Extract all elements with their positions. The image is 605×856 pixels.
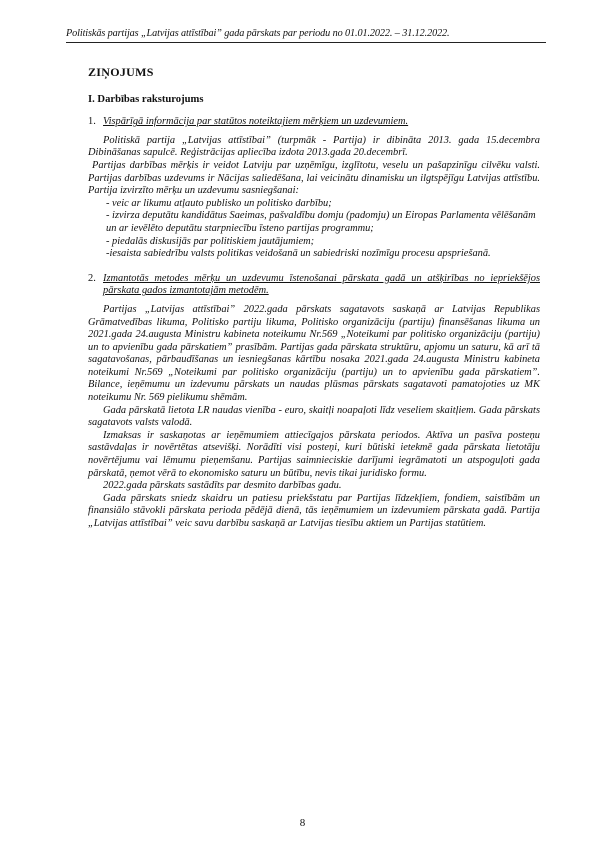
list-item: - piedalās diskusijās par politiskiem jautājumiem; [106, 235, 315, 247]
page-header: Politiskās partijas „Latvijas attīstībai” gada pārskats par periodu no 01.01.2022. – 31.12.2022. [66, 28, 546, 43]
subsection-number: 2. [88, 272, 96, 284]
report-title: ZIŅOJUMS [88, 65, 154, 79]
paragraph: Gada pārskatā lietota LR naudas vienība - euro, skaitļi noapaļoti līdz veseliem skaitļiem. Gada pārskats sagatavots valsts valodā. [88, 404, 540, 429]
page-number: 8 [299, 817, 306, 829]
subsection-number: 1. [88, 116, 96, 128]
list-item: - izvirza deputātu kandidātus Saeimas, pašvaldību domju (padomju) un Eiropas Parlamenta vēlēšanām un ar ievēlēto deputātu starpniecību īsteno partijas programmu; [106, 210, 536, 234]
paragraph: Partijas darbības mērķis ir veidot Latviju par uzņēmīgu, izglītotu, veselu un pašapzinīgu cilvēku valsti. Partijas darbības uzdevums ir Nācijas saliedēšana, lai veicinātu dinamisku un ilgtspējīgu Latvijas attīstību. Partija izvirzīto mērķu un uzdevumu sasniegšanai: [88, 159, 540, 197]
document-body [88, 66, 540, 531]
list-item: -iesaista sabiedrību valsts politikas veidošanā un sabiedriski nozīmīgu procesu apspriešanā. [106, 248, 491, 260]
paragraph: Izmaksas ir saskaņotas ar ieņēmumiem attiecīgajos pārskata periodos. Aktīva un pasīva posteņu sastāvdaļas ir novērtētas atsevišķi. Norādīti visi posteņi, kuri būtiski ietekmē gada pārskata lietotāju novērtējumu vai lēmumu pieņemšanu. Partijas saimnieciskie darījumi iegrāmatoti un atspoguļoti gada pārskatā, ņemot vērā to ekonomisko saturu un būtību, nevis tikai juridisko formu. [88, 429, 540, 479]
list-item: - veic ar likumu atļauto publisko un politisko darbību; [106, 197, 332, 209]
paragraph: Politiskā partija „Latvijas attīstībai” (turpmāk - Partija) ir dibināta 2013. gada 15.decembra Dibināšanas sapulcē. Reģistrācijas apliecība izdota 2013.gada 20.decembrī. [88, 134, 540, 159]
subsection-1-heading [88, 116, 540, 129]
paragraph: Partijas „Latvijas attīstībai” 2022.gada pārskats sagatavots saskaņā ar Latvijas Republikas Grāmatvedības likuma, Politisko partiju likuma, Politisko organizāciju (partiju) finansēšanas likuma un 2021.gada 24.augusta Ministru kabineta noteikumu Nr.569 „Noteikumi par politisko organizāciju (partiju) un to apvienību gada pārskatiem” prasībām. Partijas gada pārskata struktūru, apjomu un saturu, kā arī tā sagatavošanas, pārbaudīšanas un iesniegšanas kārtību nosaka 2021.gada 24.augusta Ministru kabineta noteikumi Nr.569 „Noteikumi par politisko organizāciju (partiju) un to apvienību gada pārskatiem”. Bilance, ieņēmumu un izdevumu pārskats un naudas plūsmas pārskats sagatavoti pamatojoties uz MK noteikumu Nr. 569 pielikumu shēmām. [88, 303, 540, 404]
section-heading: I. Darbības raksturojums [88, 93, 204, 105]
subsection-2-heading [88, 273, 540, 298]
subsection-title: Vispārīgā informācija par statūtos noteiktajiem mērķiem un uzdevumiem. [103, 116, 409, 128]
paragraph: Gada pārskats sniedz skaidru un patiesu priekšstatu par Partijas līdzekļiem, fondiem, saistībām un finansiālo stāvokli pārskata perioda pēdējā dienā, tās ieņēmumiem un izdevumiem pārskata gadā. Partija „Latvijas attīstībai” veic savu darbību saskaņā ar Latvijas tiesību aktiem un Partijas statūtiem. [88, 492, 540, 529]
paragraph: 2022.gada pārskats sastādīts par desmito darbības gadu. [103, 480, 342, 492]
subsection-title: Izmantotās metodes mērķu un uzdevumu īstenošanai pārskata gadā un atšķirības no iepriekšējos pārskata gados izmantotajām metodēm. [103, 272, 540, 297]
